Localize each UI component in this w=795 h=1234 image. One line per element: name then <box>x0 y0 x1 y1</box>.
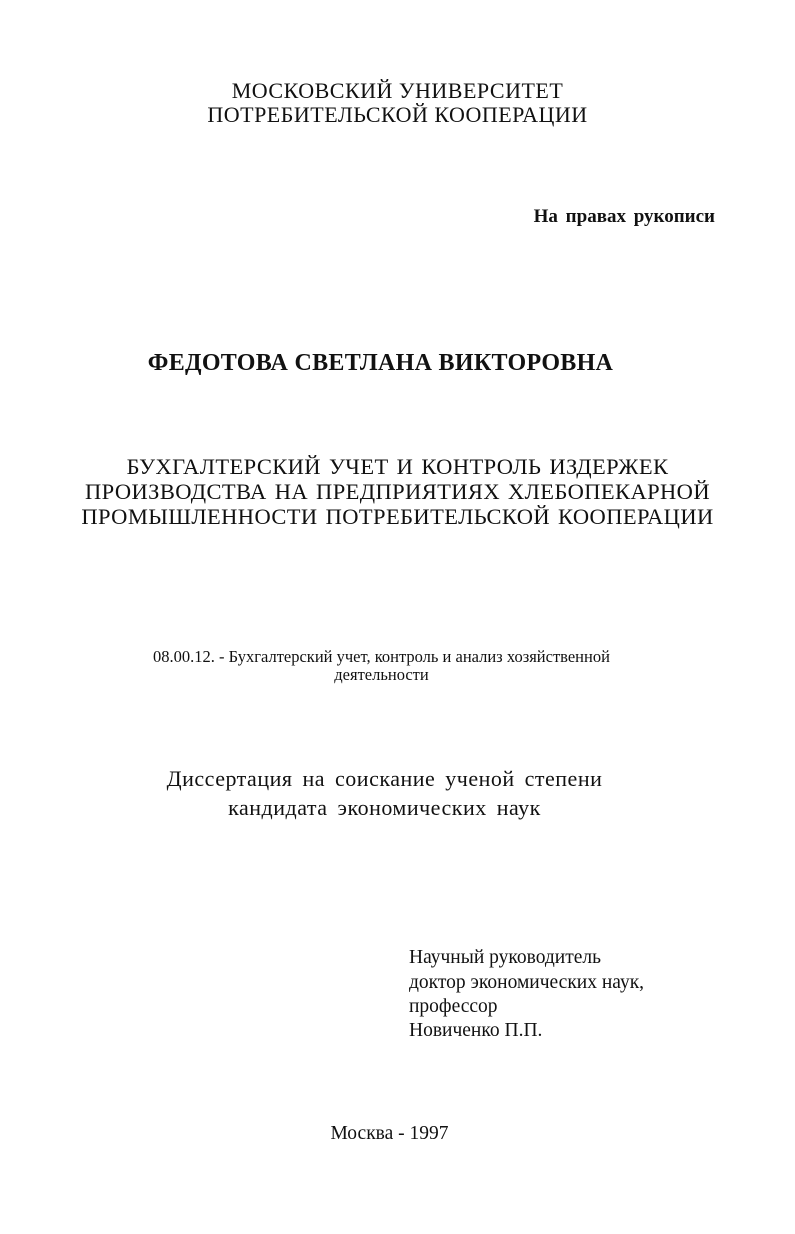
supervisor-degree: доктор экономических наук, <box>409 972 645 993</box>
rights-note: На правах рукописи <box>533 206 715 227</box>
author-name: ФЕДОТОВА СВЕТЛАНА ВИКТОРОВНА <box>147 350 614 376</box>
supervisor-name: Новиченко П.П. <box>409 1020 543 1041</box>
university-name-line-2: ПОТРЕБИТЕЛЬСКОЙ КООПЕРАЦИИ <box>207 102 588 127</box>
specialty-line-1: 08.00.12. - Бухгалтерский учет, контроль и анализ хозяйственной <box>153 647 610 666</box>
degree-line-2: кандидата экономических наук <box>228 795 541 820</box>
dissertation-title-line-2: ПРОИЗВОДСТВА НА ПРЕДПРИЯТИЯХ ХЛЕБОПЕКАРНОЙ <box>85 479 710 504</box>
university-name-line-1: МОСКОВСКИЙ УНИВЕРСИТЕТ <box>231 78 564 103</box>
city-year: Москва - 1997 <box>330 1123 449 1144</box>
supervisor-title: профессор <box>409 996 498 1017</box>
dissertation-title-line-1: БУХГАЛТЕРСКИЙ УЧЕТ И КОНТРОЛЬ ИЗДЕРЖЕК <box>126 454 669 479</box>
supervisor-label: Научный руководитель <box>409 947 602 968</box>
specialty-line-2: деятельности <box>334 665 429 684</box>
dissertation-title-line-3: ПРОМЫШЛЕННОСТИ ПОТРЕБИТЕЛЬСКОЙ КООПЕРАЦИИ <box>81 504 714 529</box>
degree-line-1: Диссертация на соискание ученой степени <box>166 766 603 791</box>
